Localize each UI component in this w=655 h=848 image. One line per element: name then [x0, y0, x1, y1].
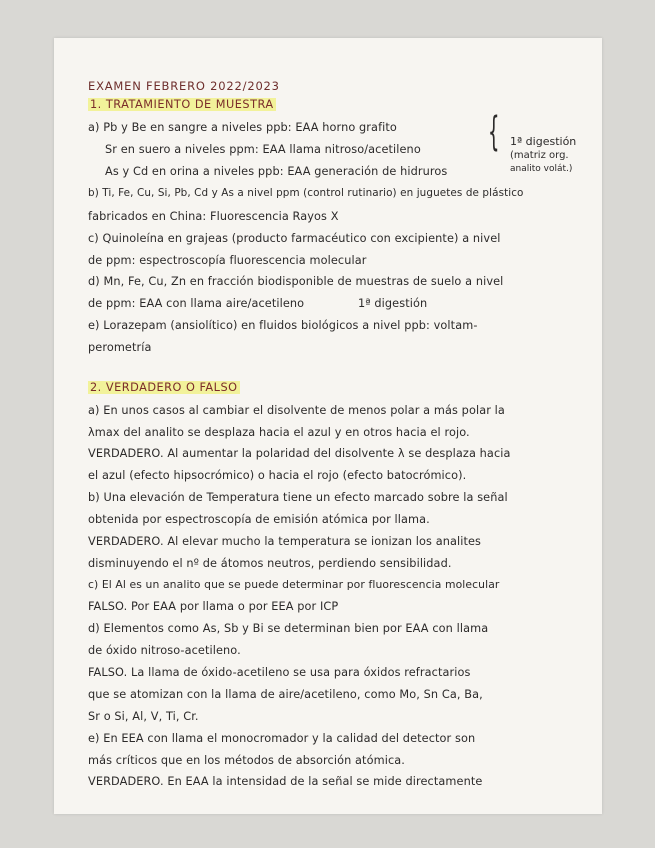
s1-line-b-cont: fabricados en China: Fluorescencia Rayos X [88, 210, 339, 223]
s2-line-9: c) El Al es un analito que se puede determinar por fluorescencia molecular [88, 578, 500, 591]
s2-line-2: λmax del analito se desplaza hacia el azul y en otros hacia el rojo. [88, 426, 470, 439]
s2-line-16: e) En EEA con llama el monocromador y la calidad del detector son [88, 732, 476, 745]
s2-line-4: el azul (efecto hipsocrómico) o hacia el rojo (efecto batocrómico). [88, 469, 467, 482]
s1-line-e-cont: perometría [88, 341, 152, 354]
section2-heading-highlight: 2. VERDADERO O FALSO [90, 381, 238, 394]
s2-line-3: VERDADERO. Al aumentar la polaridad del disolvente λ se desplaza hacia [88, 447, 511, 460]
s1-line-d: d) Mn, Fe, Cu, Zn en fracción biodisponible de muestras de suelo a nivel [88, 275, 504, 288]
s1-digestion-note: 1ª digestión [358, 297, 428, 310]
s1-line-b: b) Ti, Fe, Cu, Si, Pb, Cd y As a nivel ppm (control rutinario) en juguetes de plástico [88, 187, 524, 199]
s1-line-c: c) Quinoleína en grajeas (producto farmacéutico con excipiente) a nivel [88, 232, 501, 245]
s1-line-a-sr: Sr en suero a niveles ppm: EAA llama nitroso/acetileno [105, 143, 421, 156]
section1-heading-highlight: 1. TRATAMIENTO DE MUESTRA [90, 98, 274, 111]
s2-line-6: obtenida por espectroscopía de emisión atómica por llama. [88, 513, 430, 526]
side-note-digestion: 1ª digestión [510, 135, 577, 148]
s2-line-12: de óxido nitroso-acetileno. [88, 644, 241, 657]
s1-line-e: e) Lorazepam (ansiolítico) en fluidos biológicos a nivel ppb: voltam- [88, 319, 478, 332]
s1-line-a-as: As y Cd en orina a niveles ppb: EAA generación de hidruros [105, 165, 448, 178]
s1-line-a: a) Pb y Be en sangre a niveles ppb: EAA horno grafito [88, 121, 397, 134]
s2-line-13: FALSO. La llama de óxido-acetileno se usa para óxidos refractarios [88, 666, 471, 679]
side-note-analyte: analito volát.) [510, 164, 573, 174]
s2-line-7: VERDADERO. Al elevar mucho la temperatura se ionizan los analites [88, 535, 482, 548]
s2-line-17: más críticos que en los métodos de absorción atómica. [88, 754, 405, 767]
curly-brace-icon: { [488, 109, 500, 155]
s2-line-15: Sr o Si, Al, V, Ti, Cr. [88, 710, 199, 723]
s2-line-18: VERDADERO. En EAA la intensidad de la señal se mide directamente [88, 775, 483, 788]
exam-title: EXAMEN FEBRERO 2022/2023 [88, 79, 280, 93]
side-note-matrix: (matriz org. [510, 150, 569, 161]
s2-line-1: a) En unos casos al cambiar el disolvente de menos polar a más polar la [88, 404, 505, 417]
section1-heading [88, 98, 276, 111]
s2-line-11: d) Elementos como As, Sb y Bi se determinan bien por EAA con llama [88, 622, 489, 635]
s2-line-8: disminuyendo el nº de átomos neutros, perdiendo sensibilidad. [88, 557, 452, 570]
section2-heading [88, 381, 240, 394]
s1-line-d-cont: de ppm: EAA con llama aire/acetileno [88, 297, 305, 310]
s1-line-c-cont: de ppm: espectroscopía fluorescencia molecular [88, 254, 367, 267]
s2-line-10: FALSO. Por EAA por llama o por EEA por ICP [88, 600, 339, 613]
s2-line-14: que se atomizan con la llama de aire/acetileno, como Mo, Sn Ca, Ba, [88, 688, 483, 701]
s2-line-5: b) Una elevación de Temperatura tiene un efecto marcado sobre la señal [88, 491, 508, 504]
